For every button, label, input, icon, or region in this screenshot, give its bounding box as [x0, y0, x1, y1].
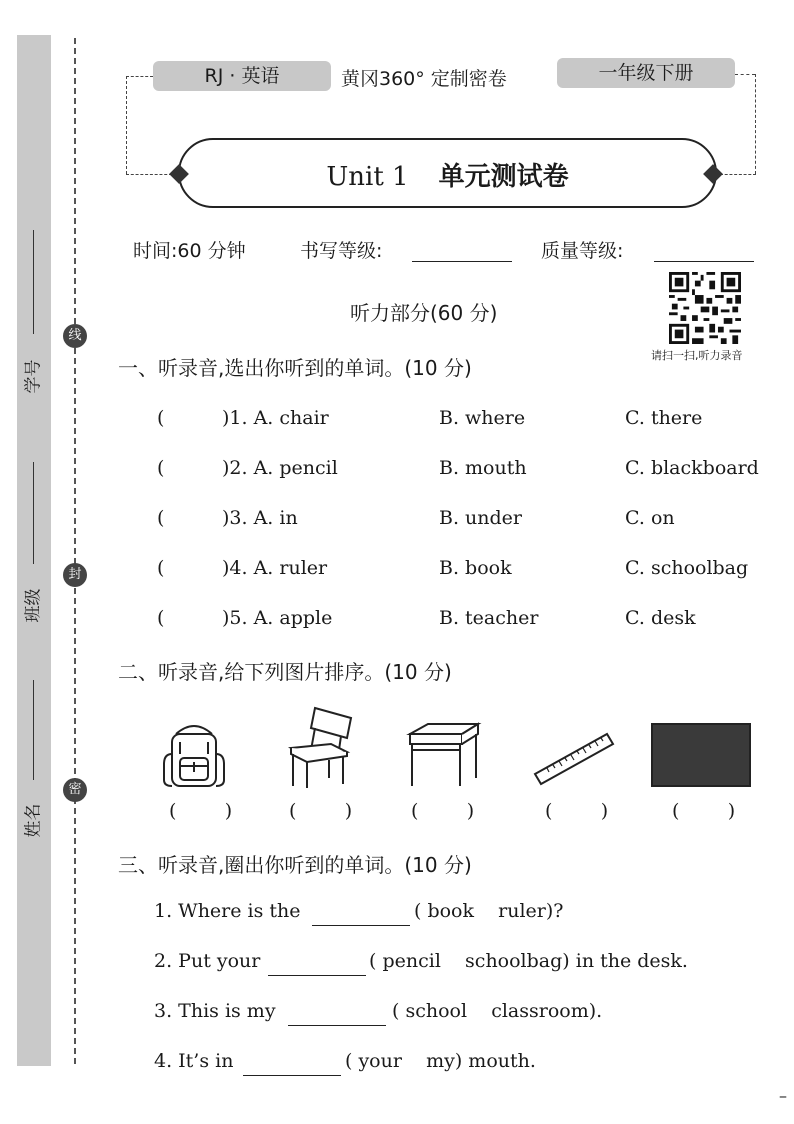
sentence-4-blank[interactable] — [243, 1075, 341, 1076]
question-4-option-b: B. book — [439, 557, 512, 579]
secret-badge: 密 — [63, 778, 87, 802]
picture-1-answer[interactable]: ( ) — [169, 800, 233, 822]
picture-4-answer[interactable]: ( ) — [545, 800, 609, 822]
answer-paren-open[interactable]: ( — [157, 557, 165, 579]
bracket-bottom-right — [720, 174, 756, 175]
writing-grade-blank[interactable] — [412, 261, 512, 262]
class-label: 班级 — [23, 588, 44, 623]
subject-pill: RJ · 英语 — [153, 61, 331, 91]
writing-grade-label: 书写等级: — [300, 240, 383, 262]
grade-pill: 一年级下册 — [557, 58, 735, 88]
question-3-option-a: )3. A. in — [222, 507, 298, 529]
question-1-option-c: C. there — [625, 407, 703, 429]
listening-section-title: 听力部分(60 分) — [350, 301, 498, 325]
question-2-option-b: B. mouth — [439, 457, 527, 479]
schoolbag-icon — [162, 718, 226, 790]
section2-heading: 二、听录音,给下列图片排序。(10 分) — [118, 660, 452, 684]
ruler-icon — [533, 730, 615, 786]
blackboard-icon — [651, 723, 751, 787]
seal-badge: 封 — [63, 563, 87, 587]
answer-paren-open[interactable]: ( — [157, 507, 165, 529]
picture-2-answer[interactable]: ( ) — [289, 800, 353, 822]
qr-code-icon — [669, 272, 741, 344]
section1-heading: 一、听录音,选出你听到的单词。(10 分) — [118, 356, 472, 380]
question-4-option-c: C. schoolbag — [625, 557, 749, 579]
chair-icon — [285, 704, 355, 790]
bracket-right — [755, 74, 756, 174]
sentence-1-blank[interactable] — [312, 925, 410, 926]
quality-grade-label: 质量等级: — [541, 240, 624, 262]
student-id-line — [33, 230, 34, 334]
sentence-2-start: 2. Put your — [154, 950, 261, 972]
desk-icon — [406, 720, 482, 790]
question-5-option-c: C. desk — [625, 607, 696, 629]
question-4-option-a: )4. A. ruler — [222, 557, 328, 579]
section3-heading: 三、听录音,圈出你听到的单词。(10 分) — [118, 853, 472, 877]
line-badge: 线 — [63, 324, 87, 348]
title-banner — [178, 138, 717, 208]
question-5-option-b: B. teacher — [439, 607, 539, 629]
quality-grade-blank[interactable] — [654, 261, 754, 262]
sentence-2-blank[interactable] — [268, 975, 366, 976]
cut-line — [74, 38, 76, 1064]
question-1-option-b: B. where — [439, 407, 526, 429]
question-1-option-a: )1. A. chair — [222, 407, 329, 429]
sentence-1-start: 1. Where is the — [154, 900, 301, 922]
answer-paren-open[interactable]: ( — [157, 407, 165, 429]
class-line — [33, 462, 34, 564]
question-3-option-c: C. on — [625, 507, 675, 529]
sentence-3-start: 3. This is my — [154, 1000, 276, 1022]
answer-paren-open[interactable]: ( — [157, 607, 165, 629]
question-2-option-a: )2. A. pencil — [222, 457, 338, 479]
name-line — [33, 680, 34, 780]
name-label: 姓名 — [23, 803, 44, 838]
bracket-top-left — [126, 76, 153, 77]
sentence-1-choices: ( book ruler)? — [414, 900, 564, 922]
sentence-3-choices: ( school classroom). — [392, 1000, 603, 1022]
unit-label: Unit 1 — [326, 162, 409, 192]
series-label: 黄冈360° 定制密卷 — [341, 68, 507, 90]
test-name: 单元测试卷 — [438, 162, 569, 192]
qr-caption: 请扫一扫,听力录音 — [651, 349, 743, 362]
time-label: 时间:60 分钟 — [133, 240, 246, 262]
sentence-3-blank[interactable] — [288, 1025, 386, 1026]
question-5-option-a: )5. A. apple — [222, 607, 333, 629]
sentence-2-choices: ( pencil schoolbag) in the desk. — [369, 950, 688, 972]
bracket-left — [126, 76, 127, 174]
sentence-4-start: 4. It’s in — [154, 1050, 234, 1072]
answer-paren-open[interactable]: ( — [157, 457, 165, 479]
bracket-top-right — [735, 74, 755, 75]
question-3-option-b: B. under — [439, 507, 523, 529]
bracket-bottom-left — [126, 174, 172, 175]
page-title — [180, 156, 715, 193]
student-id-label: 学号 — [23, 359, 44, 394]
picture-3-answer[interactable]: ( ) — [411, 800, 475, 822]
question-2-option-c: C. blackboard — [625, 457, 759, 479]
page-mark: – — [779, 1086, 787, 1105]
sentence-4-choices: ( your my) mouth. — [345, 1050, 536, 1072]
picture-5-answer[interactable]: ( ) — [672, 800, 736, 822]
binding-sidebar — [17, 35, 51, 1066]
